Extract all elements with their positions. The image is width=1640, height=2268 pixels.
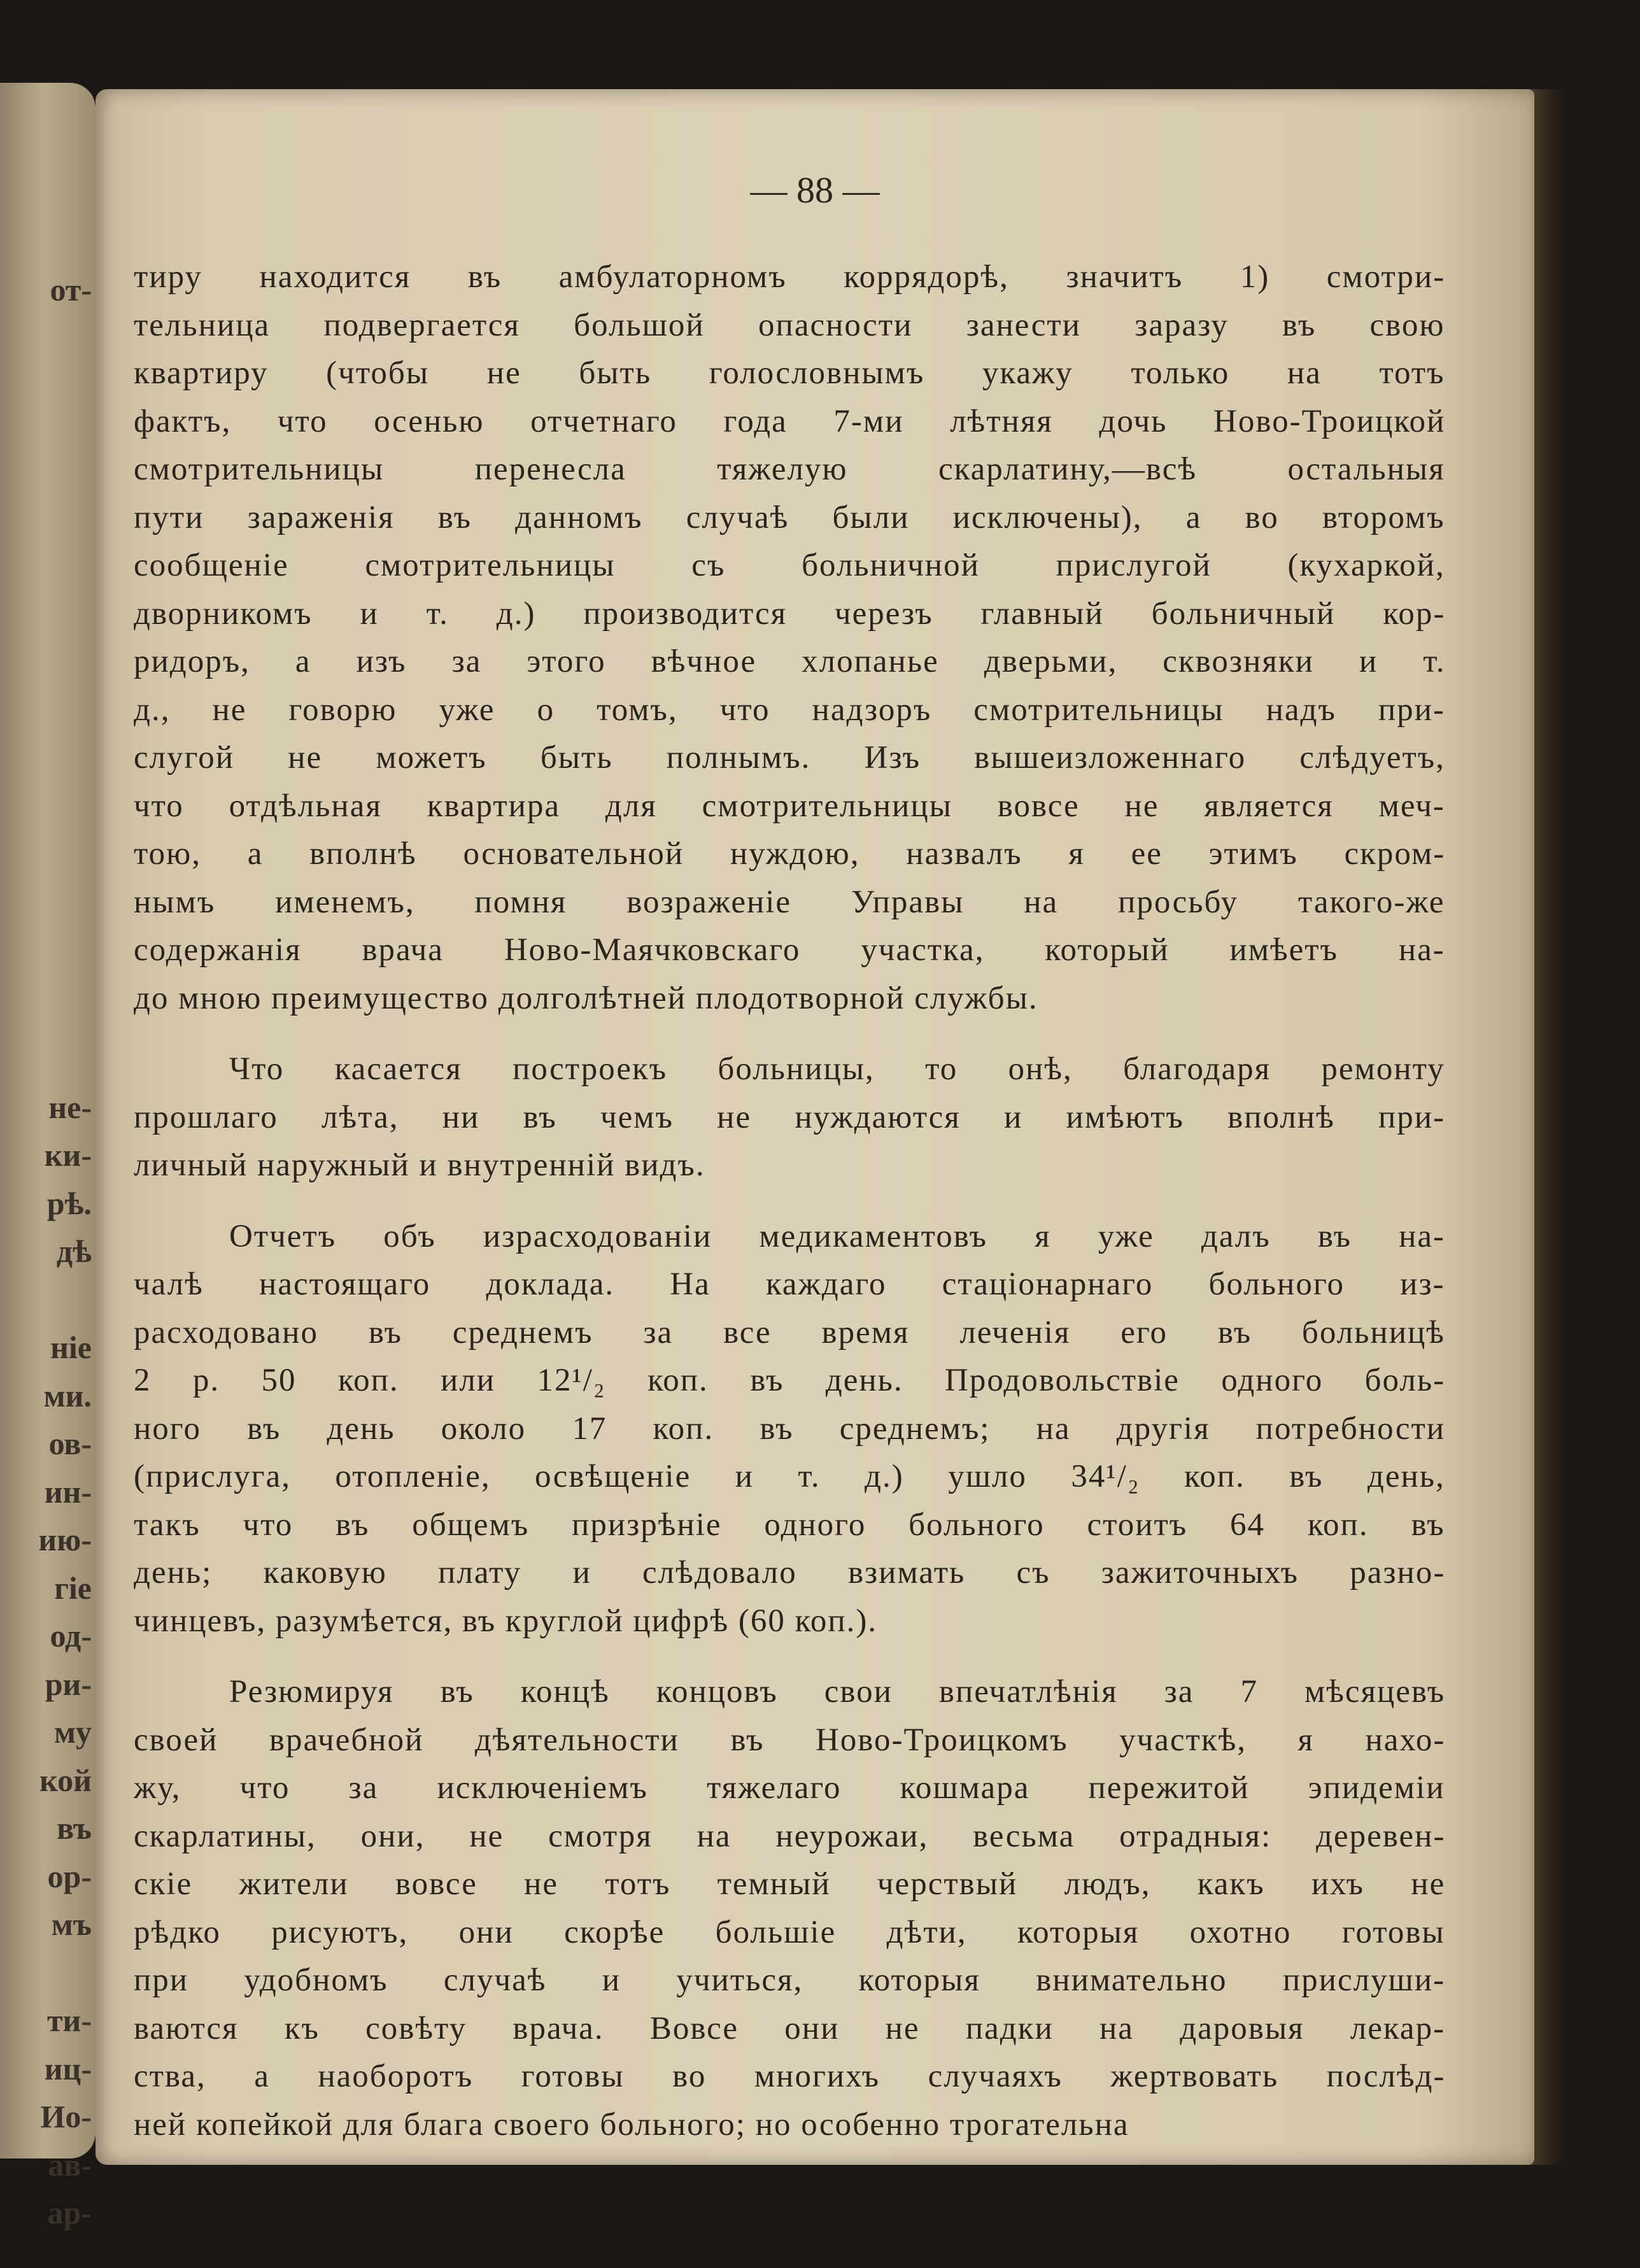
text-line: Отчетъ объ израсходованіи медикаментовъ я уже далъ въ на- <box>229 1218 1446 1254</box>
left-page-fragment: ри- <box>45 1666 92 1702</box>
left-page-fragment: не- <box>48 1089 92 1125</box>
page-number: — 88 — <box>750 169 880 211</box>
text-line: ства, а наоборотъ готовы во многихъ случаяхъ жертвовать послѣд- <box>134 2059 1446 2094</box>
text-line: нымъ именемъ, помня возраженіе Управы на просьбу такого-же <box>134 884 1445 920</box>
text-line: что отдѣльная квартира для смотрительницы вовсе не является меч- <box>134 788 1445 824</box>
text-line: дворникомъ и т. д.) производится черезъ главный больничный кор- <box>134 595 1446 632</box>
left-page-fragment: гіе <box>54 1570 92 1606</box>
text-line: содержанія врача Ново-Маячковскаго участка, который имѣетъ на- <box>134 932 1445 968</box>
text-line: прошлаго лѣта, ни въ чемъ не нуждаются и имѣютъ вполнѣ при- <box>134 1099 1446 1135</box>
paragraph-gap <box>134 1190 1445 1213</box>
text-line: сообщеніе смотрительницы съ больничной прислугой (кухаркой, <box>134 548 1445 583</box>
left-page-fragment: кой <box>39 1762 92 1798</box>
text-line: жу, что за исключеніемъ тяжелаго кошмара пережитой эпидеміи <box>134 1770 1445 1806</box>
text-line: д., не говорю уже о томъ, что надзоръ смотрительницы надъ при- <box>134 691 1445 728</box>
text-line: ного въ день около 17 коп. въ среднемъ; на другія потребности <box>134 1410 1446 1447</box>
left-page-fragment: ти- <box>46 2002 92 2038</box>
left-page-fragment: въ <box>57 1810 92 1846</box>
text-line: Резюмируя въ концѣ концовъ свои впечатлѣнія за 7 мѣсяцевъ <box>229 1674 1446 1710</box>
text-line: чинцевъ, разумѣется, въ круглой цифрѣ (60 коп.). <box>134 1603 878 1639</box>
text-line: тою, а вполнѣ основательной нуждою, назвалъ я ее этимъ скром- <box>134 836 1446 872</box>
text-line: личный наружный и внутренній видъ. <box>134 1147 705 1183</box>
book-page <box>95 89 1534 2165</box>
left-page-fragment: ар- <box>47 2195 92 2230</box>
left-page-fragment: ор- <box>47 1858 92 1894</box>
left-page-edge <box>0 83 95 2230</box>
text-line: при удобномъ случаѣ и учиться, которыя внимательно прислуши- <box>134 1962 1446 1998</box>
left-page-fragment: ав- <box>48 2146 92 2183</box>
left-page-fragment: ми. <box>43 1377 92 1414</box>
text-line: фактъ, что осенью отчетнаго года 7-ми лѣтняя дочь Ново-Троицкой <box>134 403 1446 439</box>
text-line: смотрительницы перенесла тяжелую скарлатину,—всѣ остальныя <box>134 451 1445 487</box>
text-line: Что касается построекъ больницы, то онѣ, благодаря ремонту <box>229 1051 1445 1087</box>
text-line: тельница подвергается большой опасности занести заразу въ свою <box>134 307 1445 343</box>
left-page-fragment: рѣ. <box>46 1185 92 1221</box>
text-line: рѣдко рисуютъ, они скорѣе большіе дѣти, которыя охотно готовы <box>134 1914 1445 1950</box>
left-page-fragment: му <box>53 1714 92 1750</box>
text-line: чалѣ настоящаго доклада. На каждаго стаціонарнаго больного из- <box>134 1266 1445 1302</box>
left-page-fragment: мъ <box>51 1906 92 1942</box>
left-page-fragment: од- <box>50 1618 92 1654</box>
left-page-fragment: дѣ <box>56 1233 92 1269</box>
text-line: такъ что въ общемъ призрѣніе одного больного стоитъ 64 коп. въ <box>134 1506 1445 1543</box>
left-page-fragment: ин- <box>44 1473 92 1510</box>
text-line: ваются къ совѣту врача. Вовсе они не падки на даровыя лекар- <box>134 2010 1446 2046</box>
left-page-fragment: ніе <box>50 1329 92 1365</box>
left-page-fragment: ов- <box>48 1426 92 1461</box>
text-line: ней копейкой для блага своего больного; но особенно трогательна <box>134 2106 1129 2143</box>
left-page-fragment: от- <box>50 272 92 308</box>
text-line: до мною преимущество долголѣтней плодотворной службы. <box>134 980 1038 1016</box>
text-line: скіе жители вовсе не тотъ темный черствый людъ, какъ ихъ не <box>134 1866 1446 1902</box>
left-page-fragment: иц- <box>44 2050 92 2087</box>
text-line: расходовано въ среднемъ за все время леченія его въ больницѣ <box>134 1314 1445 1350</box>
text-line: (прислуга, отопленіе, освѣщеніе и т. д.) ушло 34¹/₂ коп. въ день, <box>134 1459 1445 1494</box>
text-line: ридоръ, а изъ за этого вѣчное хлопанье дверьми, сквозняки и т. <box>134 644 1446 679</box>
text-line: день; каковую плату и слѣдовало взимать съ зажиточныхъ разно- <box>134 1555 1446 1591</box>
text-line: слугой не можетъ быть полнымъ. Изъ вышеизложеннаго слѣдуетъ, <box>134 740 1445 776</box>
paragraph-gap <box>134 1023 1445 1045</box>
left-page-fragment: Ио- <box>40 2099 92 2134</box>
text-line: тиру находится въ амбулаторномъ коррядорѣ, значитъ 1) смотри- <box>134 259 1446 295</box>
text-line: своей врачебной дѣятельности въ Ново-Троицкомъ участкѣ, я нахо- <box>134 1722 1446 1758</box>
text-line: пути зараженія въ данномъ случаѣ были исключены), а во второмъ <box>134 499 1445 535</box>
paragraph-gap <box>134 1645 1445 1668</box>
left-page-fragment: ию- <box>38 1522 92 1557</box>
text-line: 2 р. 50 коп. или 12¹/₂ коп. въ день. Продовольствіе одного боль- <box>134 1363 1446 1398</box>
body-text <box>134 253 1445 2149</box>
text-line: квартиру (чтобы не быть голословнымъ укажу только на тотъ <box>134 355 1445 391</box>
text-line: скарлатины, они, не смотря на неурожаи, весьма отрадныя: деревен- <box>134 1818 1446 1854</box>
left-page-fragment: ки- <box>44 1137 92 1173</box>
